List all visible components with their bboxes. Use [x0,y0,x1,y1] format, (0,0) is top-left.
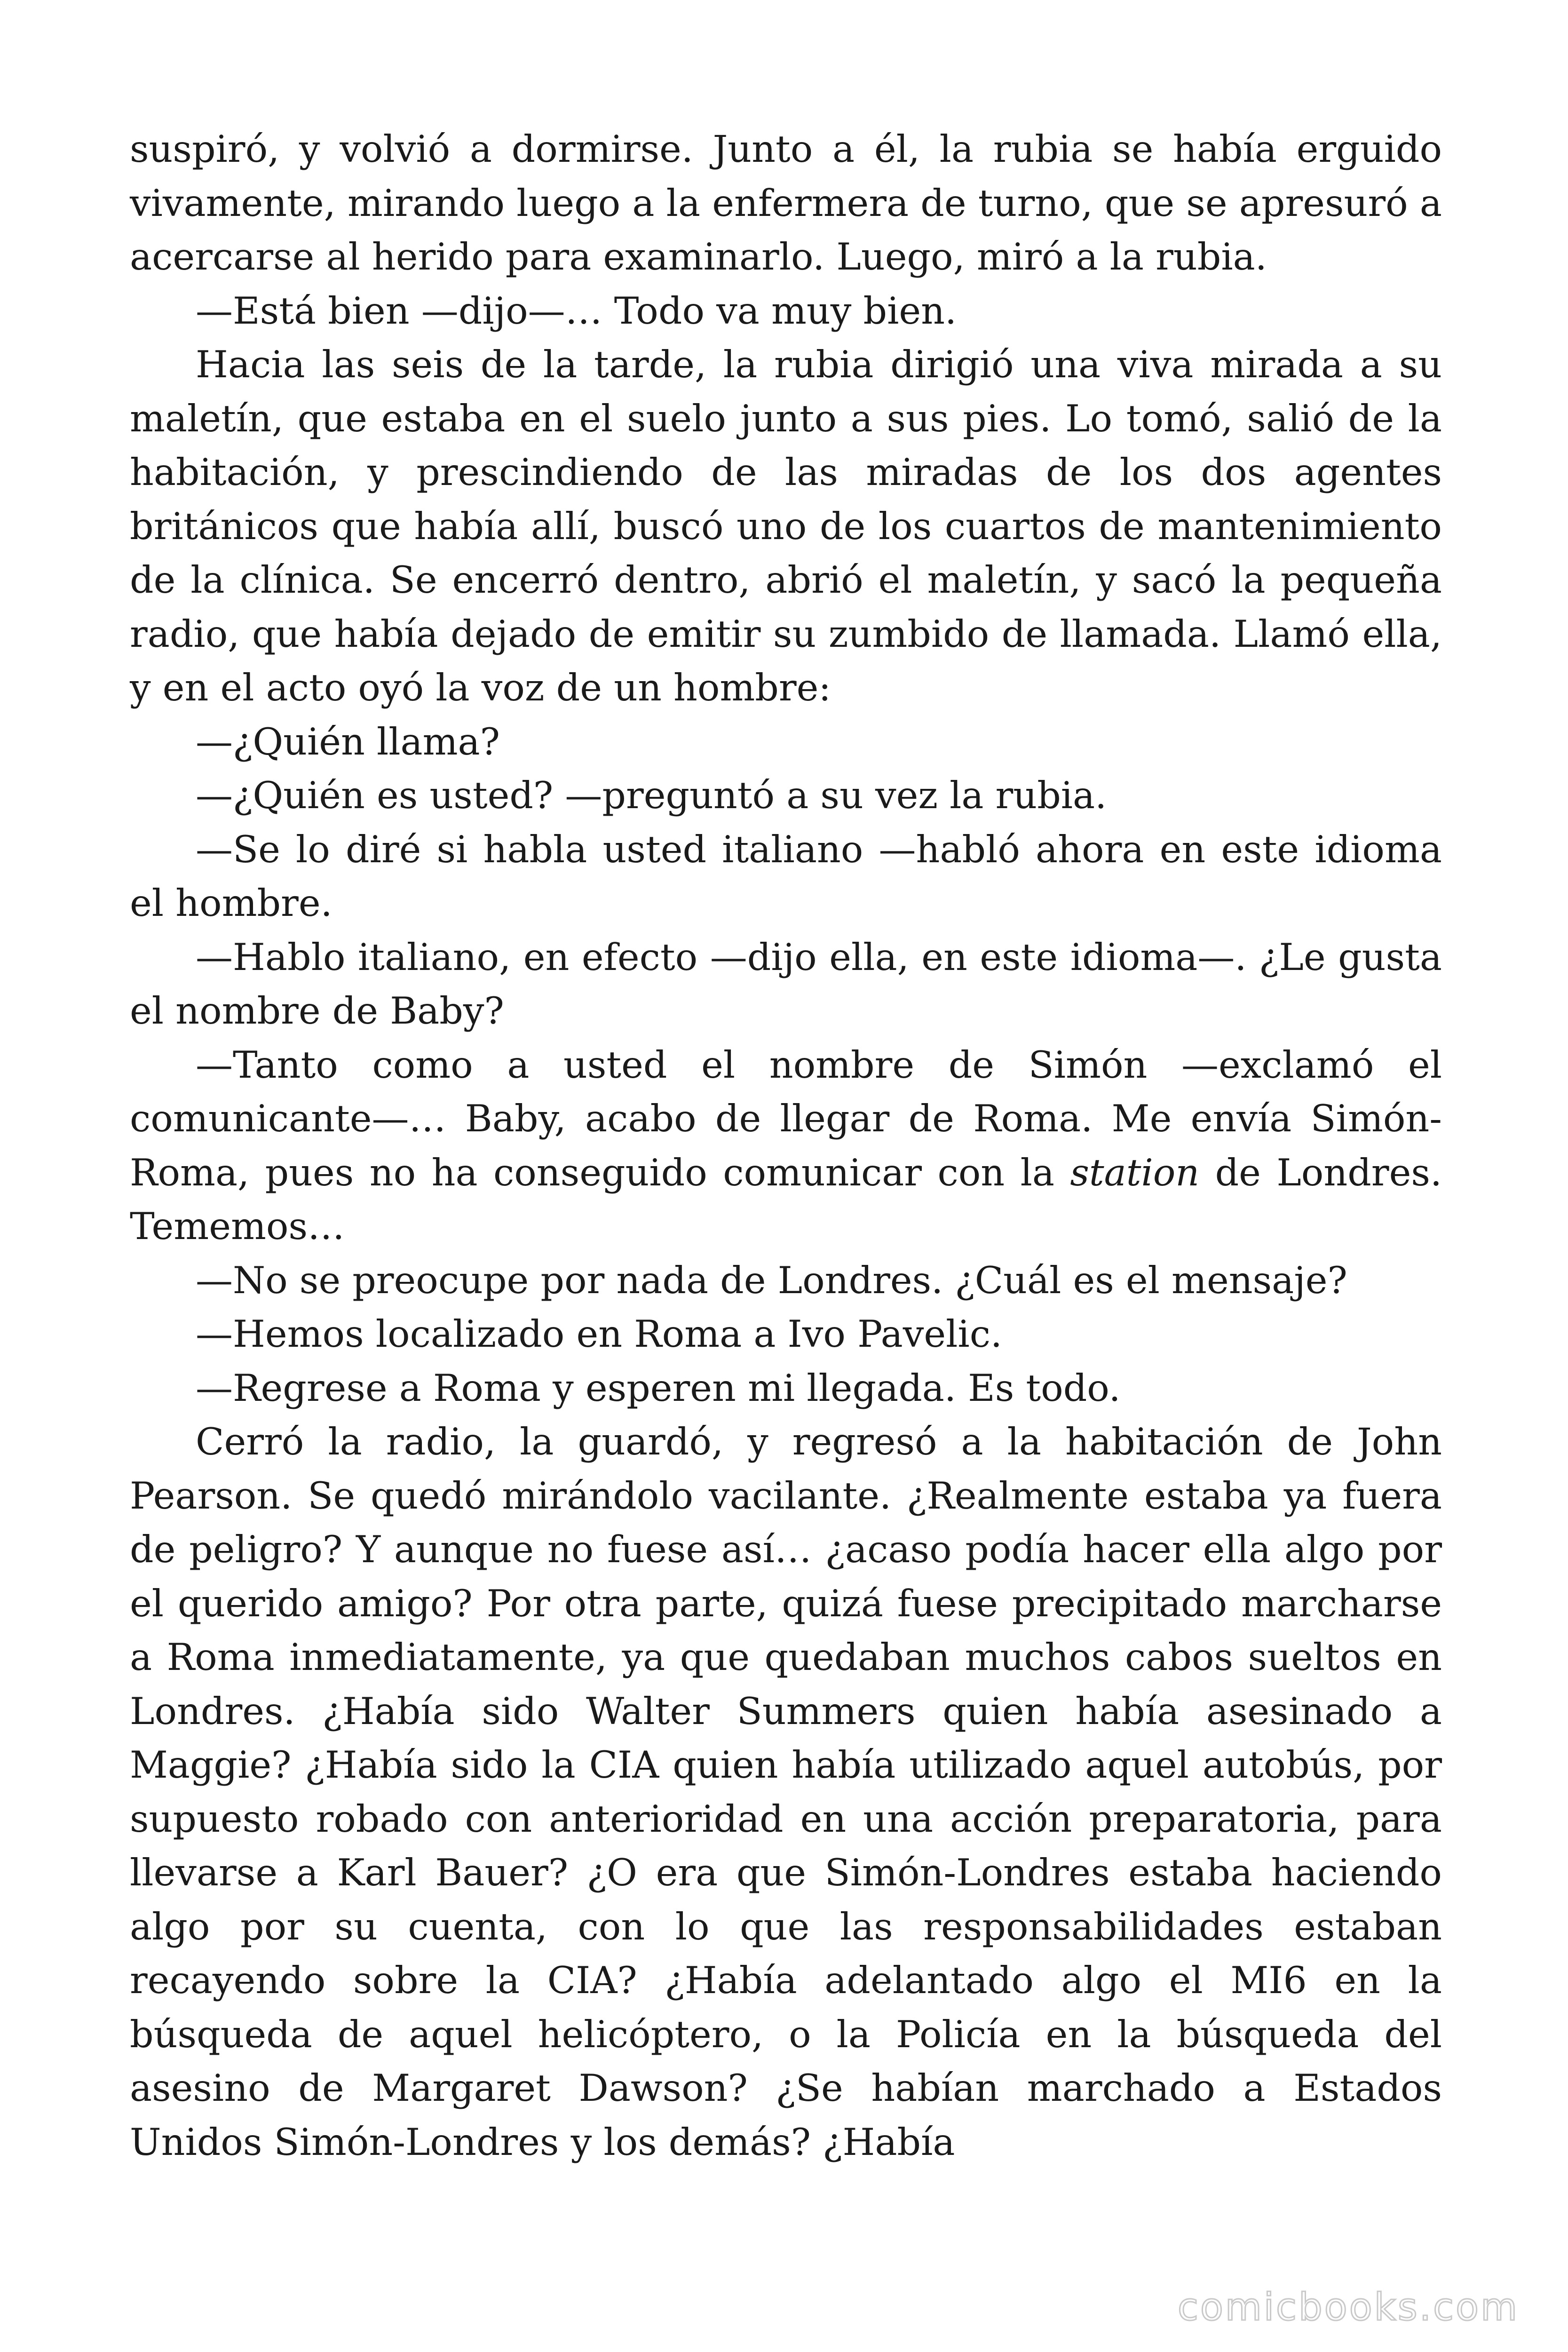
paragraph-8 [130,1038,1442,1254]
page-text-body [130,122,1442,2239]
watermark-logo: comicbooks.com [1177,2285,1519,2329]
paragraph-12: Cerró la radio, la guardó, y regresó a la habitación de John Pearson. Se quedó mirándolo vacilante. ¿Realmente estaba ya fuera de peligro? Y aunque no fuese así… ¿acaso podía hacer ella algo por el querido amigo? Por otra parte, quizá fuese precipitado marcharse a Roma inmediatamente, ya que quedaban muchos cabos sueltos en Londres. ¿Había sido Walter Summers quien había asesinado a Maggie? ¿Había sido la CIA quien había utilizado aquel autobús, por supuesto robado con anterioridad en una acción preparatoria, para llevarse a Karl Bauer? ¿O era que Simón-Londres estaba haciendo algo por su cuenta, con lo que las responsabilidades estaban recayendo sobre la CIA? ¿Había adelantado algo el MI6 en la búsqueda de aquel helicóptero, o la Policía en la búsqueda del asesino de Margaret Dawson? ¿Se habían marchado a Estados Unidos Simón-Londres y los demás? ¿Había [130,1420,1442,2164]
paragraph-3: Hacia las seis de la tarde, la rubia dirigió una viva mirada a su maletín, que estaba en el suelo junto a sus pies. Lo tomó, salió de la habitación, y prescindiendo de las miradas de los dos agentes británicos que había allí, buscó uno de los cuartos de mantenimiento de la clínica. Se encerró dentro, abrió el maletín, y sacó la pequeña radio, que había dejado de emitir su zumbido de llamada. Llamó ella, y en el acto oyó la voz de un hombre: [130,343,1442,709]
paragraph-1: suspiró, y volvió a dormirse. Junto a él, la rubia se había erguido vivamente, mirando luego a la enfermera de turno, que se apresuró a acercarse al herido para examinarlo. Luego, miró a la rubia. [130,127,1442,278]
paragraph-7: —Hablo italiano, en efecto —dijo ella, en este idioma—. ¿Le gusta el nombre de Baby? [130,935,1442,1033]
paragraph-11: —Regrese a Roma y esperen mi llegada. Es todo. [196,1366,1121,1410]
paragraph-10: —Hemos localizado en Roma a Ivo Pavelic. [196,1312,1003,1356]
paragraph-6: —Se lo diré si habla usted italiano —habló ahora en este idioma el hombre. [130,827,1442,925]
paragraph-4: —¿Quién llama? [196,720,500,763]
paragraph-2: —Está bien —dijo—… Todo va muy bien. [196,289,957,333]
paragraph-8-text-after: de Londres. Tememos… [130,1151,1442,1248]
paragraph-8-italic-word: station [1070,1151,1200,1194]
paragraph-5: —¿Quién es usted? —preguntó a su vez la rubia. [196,774,1107,817]
paragraph-8-text-before: —Tanto como a usted el nombre de Simón —exclamó el comunicante—… Baby, acabo de llegar de Roma. Me envía Simón-Roma, pues no ha conseguido comunicar con la [130,1043,1442,1194]
paragraph-9: —No se preocupe por nada de Londres. ¿Cuál es el mensaje? [196,1258,1347,1302]
